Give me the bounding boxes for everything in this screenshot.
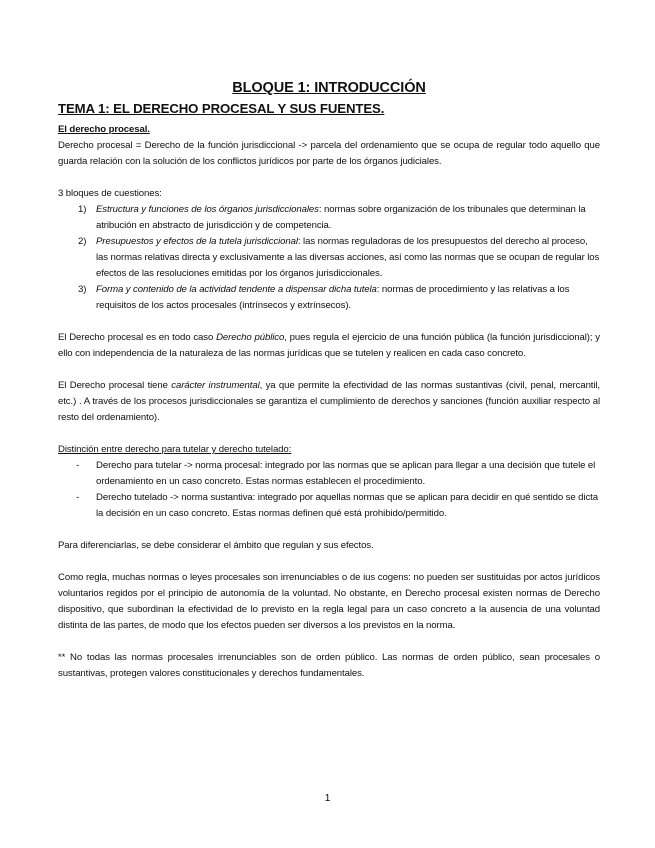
list-item xyxy=(76,458,600,490)
list-item xyxy=(78,282,600,314)
document-page xyxy=(58,78,600,682)
spacer xyxy=(58,362,600,378)
paragraph-italic: Derecho público xyxy=(216,332,285,343)
list-number: 1) xyxy=(78,204,87,215)
list-number: 3) xyxy=(78,284,87,295)
section-heading-derecho-procesal: El derecho procesal. xyxy=(58,124,150,135)
blocks-list xyxy=(58,202,600,314)
section-heading-distincion: Distinción entre derecho para tutelar y derecho tutelado: xyxy=(58,444,292,455)
list-item-italic: Presupuestos y efectos de la tutela jurisdiccional xyxy=(96,236,298,247)
paragraph-text: , pues regula el ejercicio de una función pública (la función jurisdiccional); y ello con independencia de la naturaleza de las normas jurídicas que se tutelen y realicen en cada caso concreto. xyxy=(58,332,600,359)
list-item xyxy=(78,202,600,234)
paragraph-derecho-publico xyxy=(58,330,600,362)
list-number: 2) xyxy=(78,236,87,247)
paragraph-diferenciar: Para diferenciarlas, se debe considerar el ámbito que regulan y sus efectos. xyxy=(58,540,374,551)
definition-paragraph: Derecho procesal = Derecho de la función jurisdiccional -> parcela del ordenamiento que se ocupa de regular todo aquello que guarda relación con la solución de los conflictos jurídicos por parte de los órganos judiciales. xyxy=(58,140,600,167)
page-number: 1 xyxy=(324,792,331,804)
paragraph-nota: ** No todas las normas procesales irrenunciables son de orden público. Las normas de orden público, sean procesales o sustantivas, protegen valores constitucionales y derechos fundamentales. xyxy=(58,652,600,679)
list-item-italic: Forma y contenido de la actividad tendente a dispensar dicha tutela xyxy=(96,284,377,295)
page-subtitle: TEMA 1: EL DERECHO PROCESAL Y SUS FUENTES. xyxy=(58,101,385,116)
paragraph-regla: Como regla, muchas normas o leyes procesales son irrenunciables o de ius cogens: no pueden ser sustituidas por actos jurídicos voluntarios regidos por el principio de autonomía de la voluntad. No obstante, en Derecho procesal existen normas de Derecho dispositivo, que subordinan la efectividad de lo previsto en la regla legal para un caso concreto a la ausencia de una voluntad distinta de las partes, de modo que los efectos pueden ser diversos a los previstos en la norma. xyxy=(58,572,600,631)
page-title: BLOQUE 1: INTRODUCCIÓN xyxy=(232,80,426,96)
spacer xyxy=(58,426,600,442)
list-item-text: : normas sobre organización de los tribunales que determinan la atribución en abstracto de jurisdicción y de competencia. xyxy=(96,204,586,231)
list-dash: - xyxy=(76,492,80,503)
list-item-text: Derecho tutelado -> norma sustantiva: integrado por aquellas normas que se aplican para decidir en qué sentido se dicta la decisión en un caso concreto. Estas normas definen qué está prohibido/permitido. xyxy=(96,492,598,519)
spacer xyxy=(58,170,600,186)
spacer xyxy=(58,314,600,330)
list-item-text: : las normas reguladoras de los presupuestos del derecho al proceso, las normas relativas directa y exclusivamente a las diversas acciones, así como las normas que se ocupan de regular los efectos de las resoluciones emitidas por los órganos jurisdiccionales. xyxy=(96,236,600,279)
paragraph-text: El Derecho procesal tiene xyxy=(58,380,172,391)
list-dash: - xyxy=(76,460,80,471)
list-item xyxy=(78,234,600,282)
paragraph-text: El Derecho procesal es en todo caso xyxy=(58,332,217,343)
spacer xyxy=(58,634,600,650)
spacer xyxy=(58,554,600,570)
paragraph-caracter-instrumental xyxy=(58,378,600,426)
blocks-intro: 3 bloques de cuestiones: xyxy=(58,188,162,199)
spacer xyxy=(58,522,600,538)
list-item-text: Derecho para tutelar -> norma procesal: integrado por las normas que se aplican para llegar a una decisión que tutele el ordenamiento en un caso concreto. Estas normas establecen el procedimiento. xyxy=(96,460,596,487)
paragraph-italic: carácter instrumental xyxy=(171,380,260,391)
list-item xyxy=(76,490,600,522)
list-item-text: : normas de procedimiento y las relativas a los requisitos de los actos procesales (intrínsecos y extrínsecos). xyxy=(96,284,570,311)
paragraph-text: , ya que permite la efectividad de las normas sustantivas (civil, penal, mercantil, etc.) . A través de los procesos jurisdiccionales se garantiza el cumplimiento de derechos y sanciones (función auxiliar respecto al resto del ordenamiento). xyxy=(58,380,600,423)
distincion-list xyxy=(58,458,600,522)
list-item-italic: Estructura y funciones de los órganos jurisdiccionales xyxy=(96,204,319,215)
